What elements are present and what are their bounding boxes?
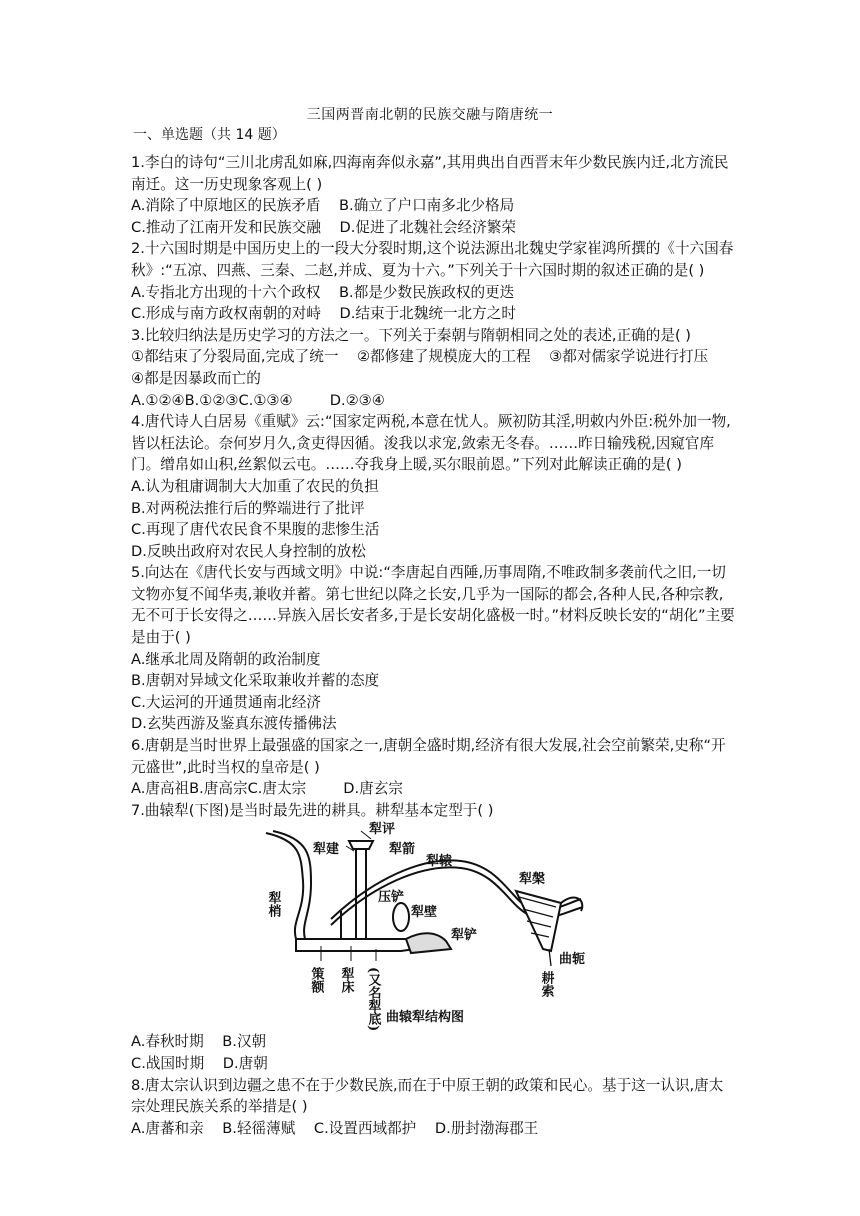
label-li-jian-arrow: 犁箭 <box>389 842 416 858</box>
curved-plow-diagram <box>261 821 601 1031</box>
option-line: C.形成与南方政权南朝的对峙 D.结束于北魏统一北方之时 <box>131 305 516 323</box>
question-stem: 5.向达在《唐代长安与西域文明》中说:“李唐起自西陲,历事周隋,不唯政制多袭前代之旧,一切文物亦复不闻华夷,兼收并蓄。第七世纪以降之长安,几乎为一国际的都会,各种人民,各种宗教,无不可于长安得之……异族入居长安者多,于是长安胡化盛极一时。”材料反映长安的“胡化”主要是由于( ) <box>131 564 735 647</box>
option-line: C.大运河的开通贯通南北经济 <box>131 693 321 711</box>
option-line: D.反映出政府对农民人身控制的放松 <box>131 542 366 560</box>
question-5 <box>131 562 737 735</box>
option-line: C.战国时期 D.唐朝 <box>131 1055 268 1072</box>
option-line: D.玄奘西游及鉴真东渡传播佛法 <box>131 715 337 733</box>
option-line: A.唐蕃和亲 B.轻徭薄赋 C.设置西域都护 D.册封渤海郡王 <box>131 1119 539 1137</box>
question-stem: 2.十六国时期是中国历史上的一段大分裂时期,这个说法源出北魏史学家崔鸿所撰的《十六国春秋》:“五凉、四燕、三秦、二赵,并成、夏为十六。”下列关于十六国时期的叙述正确的是( ) <box>131 240 734 279</box>
label-ce-e: 策额 <box>308 967 324 994</box>
option-line: A.继承北周及隋朝的政治制度 <box>131 650 321 668</box>
option-line: A.消除了中原地区的民族矛盾 B.确立了户口南多北少格局 <box>131 197 515 215</box>
question-stem: 4.唐代诗人白居易《重赋》云:“国家定两税,本意在忧人。厥初防其淫,明敕内外臣:税外加一物,皆以枉法论。奈何岁月久,贪吏得因循。浚我以求宠,敛索无冬春。……昨日输残税,因窥官库门。缯帛如山积,丝絮似云屯。……夺我身上暖,买尔眼前恩。”下列对此解读正确的是( ) <box>131 413 731 474</box>
option-line: A.春秋时期 B.汉朝 <box>131 1033 267 1051</box>
option-line: B.唐朝对异域文化采取兼收并蓄的态度 <box>131 672 380 690</box>
label-you-ming-li-di: (又名犁底) <box>365 967 381 1032</box>
question-list <box>131 152 737 1139</box>
label-li-pan: 犁槃 <box>519 872 546 888</box>
statement-line: ①都结束了分裂局面,完成了统一 ②都修建了规模庞大的工程 ③都对儒家学说进行打压 <box>131 348 709 366</box>
option-line: C.再现了唐代农民食不果腹的悲惨生活 <box>131 521 380 539</box>
question-2 <box>131 238 737 324</box>
option-line: C.推动了江南开发和民族交融 D.促进了北魏社会经济繁荣 <box>131 218 516 236</box>
option-line: A.专指北方出现的十六个政权 B.都是少数民族政权的更迭 <box>131 283 515 301</box>
option-line: B.对两税法推行后的弊端进行了批评 <box>131 499 365 517</box>
option-line: A.认为租庸调制大大加重了农民的负担 <box>131 477 379 495</box>
question-6 <box>131 735 737 800</box>
label-li-ping: 犁评 <box>369 822 396 838</box>
label-geng-suo: 耕索 <box>538 971 554 998</box>
question-7 <box>131 800 737 1075</box>
label-li-shao: 犁梢 <box>265 891 281 918</box>
plow-figure <box>131 821 737 1031</box>
question-stem: 7.曲辕犁(下图)是当时最先进的耕具。耕犁基本定型于( ) <box>131 801 494 819</box>
option-line: A.唐高祖B.唐高宗C.唐太宗 D.唐玄宗 <box>131 780 403 798</box>
question-1 <box>131 152 737 238</box>
question-4 <box>131 411 737 562</box>
label-ya-chan: 压铲 <box>378 890 405 906</box>
label-li-jian: 犁建 <box>313 842 340 858</box>
label-qu-e: 曲轭 <box>559 952 586 968</box>
label-li-chuang: 犁床 <box>338 967 354 994</box>
section-heading: 一、单选题（共 14 题） <box>133 127 286 143</box>
page-title: 三国两晋南北朝的民族交融与隋唐统一 <box>306 107 554 123</box>
label-li-chan: 犁铲 <box>451 928 478 944</box>
label-li-yuan: 犁辕 <box>426 854 453 870</box>
option-line: A.①②④B.①②③C.①③④ D.②③④ <box>131 391 385 409</box>
figure-caption: 曲辕犁结构图 <box>386 1010 465 1026</box>
question-stem: 6.唐朝是当时世界上最强盛的国家之一,唐朝全盛时期,经济有很大发展,社会空前繁荣,史称“开元盛世”,此时当权的皇帝是( ) <box>131 737 726 776</box>
label-li-bi: 犁壁 <box>411 905 438 921</box>
question-8 <box>131 1075 737 1140</box>
question-stem: 3.比较归纳法是历史学习的方法之一。下列关于秦朝与隋朝相同之处的表述,正确的是( ) <box>131 326 691 344</box>
question-stem: 1.李白的诗句“三川北虏乱如麻,四海南奔似永嘉”,其用典出自西晋末年少数民族内迁,北方流民南迁。这一历史现象客观上( ) <box>131 154 729 193</box>
question-3 <box>131 325 737 411</box>
question-stem: 8.唐太宗认识到边疆之患不在于少数民族,而在于中原王朝的政策和民心。基于这一认识,唐太宗处理民族关系的举措是( ) <box>131 1076 724 1116</box>
statement-line: ④都是因暴政而亡的 <box>131 369 261 387</box>
